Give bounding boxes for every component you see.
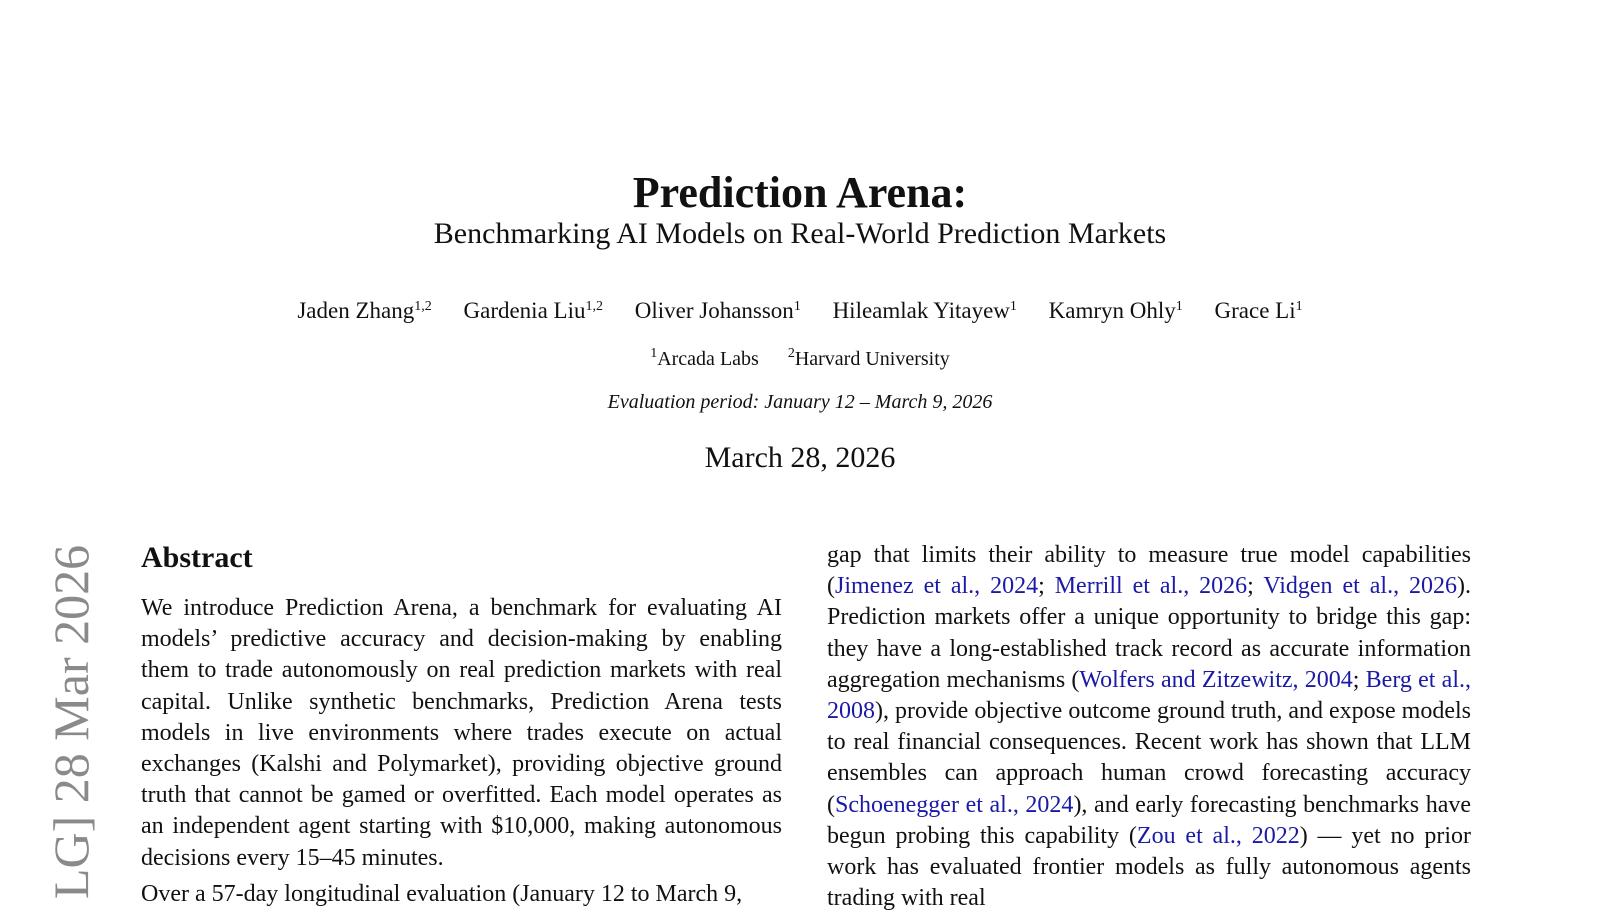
citation-link[interactable]: Berg et al., 2008 (827, 666, 1471, 725)
author-affiliation-mark: 1 (1175, 299, 1183, 314)
affiliation (650, 348, 759, 370)
author-name: Kamryn Ohly (1048, 298, 1176, 323)
affiliation (788, 348, 950, 370)
citation-link[interactable]: Wolfers and Zitzewitz, 2004 (1079, 666, 1353, 693)
affiliation-name: Harvard University (794, 348, 950, 370)
body-text: ; (1038, 573, 1055, 600)
arxiv-identifier-stamp: LG] 28 Mar 2026 (43, 544, 99, 899)
body-text: ; (1352, 666, 1366, 693)
author-affiliation-mark: 1 (793, 299, 801, 314)
body-text: gap that limits their ability to measure true model capabilities ( (827, 542, 1471, 600)
affiliation-mark: 1 (650, 346, 658, 361)
abstract-heading: Abstract (141, 541, 253, 574)
affiliation-list (0, 346, 1600, 372)
author-affiliation-mark: 1 (1295, 299, 1303, 314)
author (635, 298, 801, 323)
body-text: ) — yet no prior work has evaluated frontier models as fully autonomous agents trading with real (827, 822, 1471, 912)
evaluation-period: Evaluation period: January 12 – March 9, 2026 (607, 391, 993, 413)
author-name: Hileamlak Yitayew (832, 298, 1010, 323)
author-list (0, 296, 1600, 326)
citation-link[interactable]: Schoenegger et al., 2024 (835, 791, 1074, 818)
author-name: Oliver Johansson (634, 298, 794, 323)
citation-link[interactable]: Jimenez et al., 2024 (835, 573, 1039, 600)
author-affiliation-mark: 1,2 (585, 299, 603, 314)
affiliation-name: Arcada Labs (657, 348, 759, 370)
right-column (827, 540, 1471, 914)
citation-link[interactable]: Vidgen et al., 2026 (1263, 573, 1458, 600)
abstract-paragraph: We introduce Prediction Arena, a benchmark for evaluating AI models’ predictive accuracy and decision-making by enabling them to trade autonomously on real prediction markets with real capital. Unlike synthetic benchmarks, Prediction Arena tests models in live environments where trades execute on actual exchanges (Kalshi and Polymarket), providing objective ground truth that cannot be gamed or overfitted. Each model operates as an independent agent starting with $10,000, making autonomous decisions every 15–45 minutes. (141, 595, 782, 871)
paper-subtitle: Benchmarking AI Models on Real-World Prediction Markets (433, 217, 1167, 250)
body-text: ), provide objective outcome ground truth, and expose models to real financial consequences. Recent work has shown that LLM ensembles can approach human crowd forecasting accuracy ( (827, 698, 1471, 818)
body-paragraph (827, 540, 1471, 914)
citation-link[interactable]: Merrill et al., 2026 (1054, 573, 1248, 600)
author-name: Gardenia Liu (463, 298, 586, 323)
body-text: ), and early forecasting benchmarks have begun probing this capability ( (827, 791, 1471, 849)
paper-title: Prediction Arena: (632, 168, 968, 217)
author (833, 298, 1017, 323)
author (1215, 298, 1303, 323)
author-name: Jaden Zhang (297, 298, 415, 323)
author (464, 298, 603, 323)
paper-date: March 28, 2026 (704, 441, 896, 474)
body-text: ). Prediction markets offer a unique opportunity to bridge this gap: they have a long-established track record as accurate information aggregation mechanisms ( (827, 573, 1472, 693)
abstract-paragraph: Over a 57-day longitudinal evaluation (January 12 to March 9, (141, 880, 743, 907)
author (297, 298, 431, 323)
author-affiliation-mark: 1 (1009, 299, 1017, 314)
author (1049, 298, 1183, 323)
left-column (141, 540, 782, 910)
body-text: ; (1247, 573, 1264, 600)
author-name: Grace Li (1214, 298, 1296, 323)
affiliation-mark: 2 (787, 346, 795, 361)
citation-link[interactable]: Zou et al., 2022 (1136, 822, 1300, 849)
author-affiliation-mark: 1,2 (414, 299, 432, 314)
